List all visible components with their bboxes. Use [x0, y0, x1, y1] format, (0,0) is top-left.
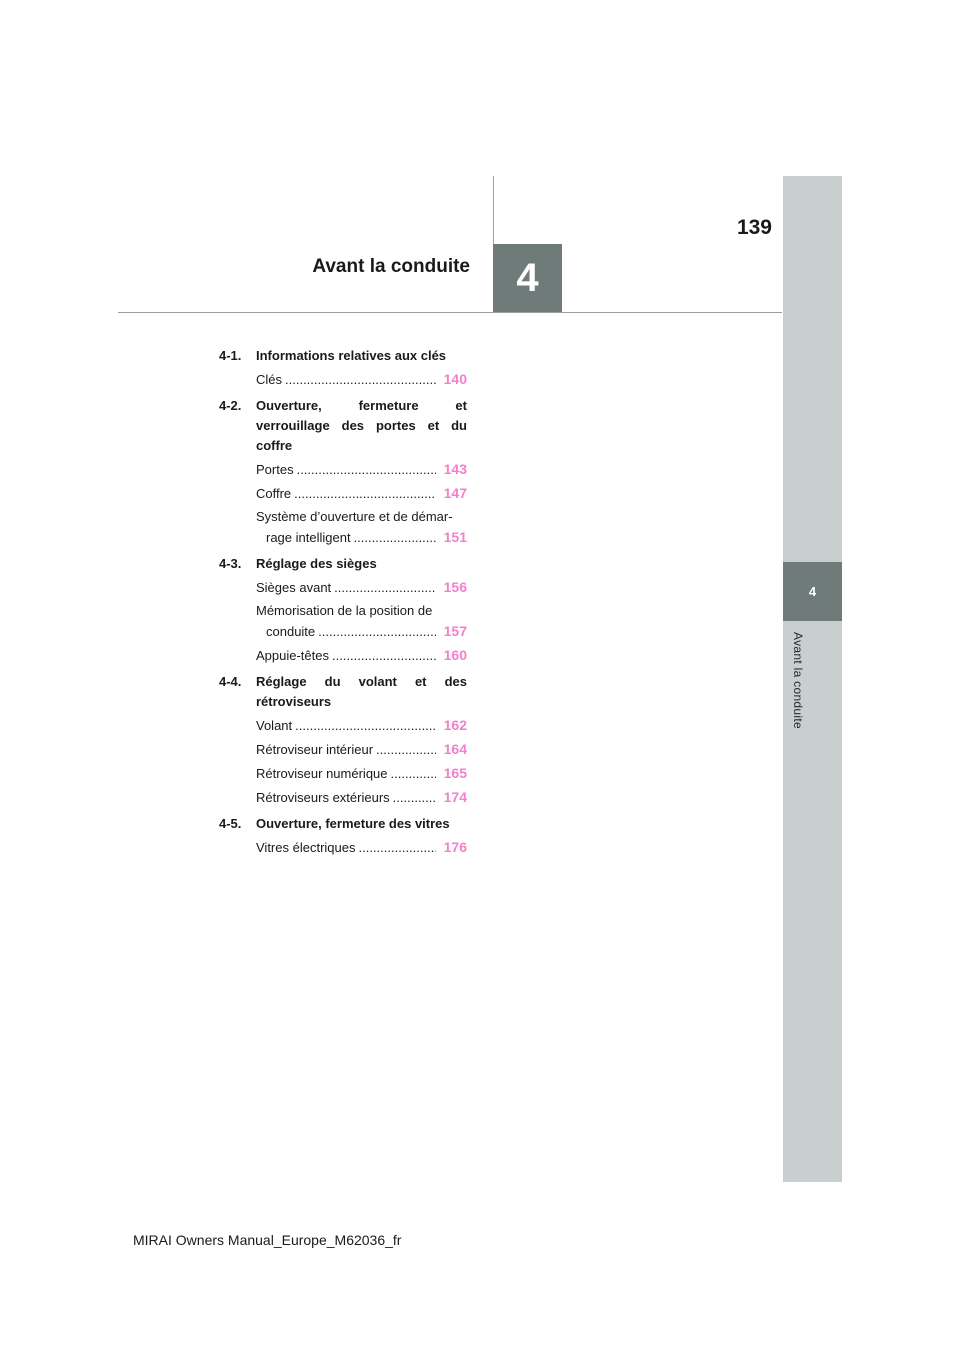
toc-page-ref[interactable]: 176: [443, 839, 467, 855]
toc-section: [219, 346, 467, 366]
toc-entry-label: rage intelligent: [266, 530, 351, 545]
toc-section-number: 4-2.: [219, 398, 242, 413]
dot-leader: [295, 716, 436, 736]
toc-section-number: 4-3.: [219, 556, 242, 571]
dot-leader: [334, 578, 436, 598]
dot-leader: [393, 788, 436, 808]
toc-section: [219, 396, 467, 456]
toc-entry[interactable]: [256, 483, 467, 504]
toc-page-ref[interactable]: 162: [443, 717, 467, 733]
toc-entry-label: Rétroviseur numérique: [256, 766, 388, 781]
chapter-number-box: 4: [493, 244, 562, 313]
toc-section-title: Informations relatives aux clés: [256, 348, 447, 363]
toc-page-ref[interactable]: 164: [443, 741, 467, 757]
toc-entry[interactable]: [256, 645, 467, 666]
toc-section-title: Réglage des sièges: [256, 556, 377, 571]
dot-leader: [285, 370, 436, 390]
toc-page-ref[interactable]: 143: [443, 461, 467, 477]
toc-entry[interactable]: [256, 577, 467, 598]
toc-page-ref[interactable]: 160: [443, 647, 467, 663]
dot-leader: [358, 838, 436, 858]
page-number: 139: [736, 216, 772, 239]
dot-leader: [376, 740, 436, 760]
side-chapter-label: Avant la conduite: [791, 632, 805, 729]
toc-entry[interactable]: [256, 459, 467, 480]
dot-leader: [294, 484, 436, 504]
toc-entry-label: conduite: [266, 624, 316, 639]
toc-entry[interactable]: [256, 837, 467, 858]
toc-section-number: 4-1.: [219, 348, 242, 363]
toc-entry-label: Rétroviseur intérieur: [256, 742, 374, 757]
toc-entry[interactable]: [256, 369, 467, 390]
toc-entry-label: Coffre: [256, 486, 292, 501]
toc-entry[interactable]: [256, 507, 467, 548]
toc-entry[interactable]: [256, 787, 467, 808]
side-chapter-tab[interactable]: 4: [783, 562, 842, 621]
toc-entry-label: Volant: [256, 718, 293, 733]
header-rule: [118, 312, 782, 313]
header-vertical-rule: [493, 176, 494, 244]
toc-entry-label: Rétroviseurs extérieurs: [256, 790, 390, 805]
toc-entry-label: Vitres électriques: [256, 840, 356, 855]
dot-leader: [318, 622, 436, 642]
toc-entry-line: Système d’ouverture et de démar-: [256, 509, 453, 524]
toc-entry[interactable]: [256, 715, 467, 736]
toc-entry[interactable]: [256, 763, 467, 784]
toc-page-ref[interactable]: 140: [443, 371, 467, 387]
toc-page-ref[interactable]: 165: [443, 765, 467, 781]
toc-entry-line: Mémorisation de la position de: [256, 603, 433, 618]
toc-entry-label: Appuie-têtes: [256, 648, 329, 663]
toc-section: [219, 554, 467, 574]
dot-leader: [297, 460, 436, 480]
toc-page-ref[interactable]: 157: [443, 623, 467, 639]
toc-entry-label: Sièges avant: [256, 580, 332, 595]
dot-leader: [391, 764, 436, 784]
toc-section-number: 4-5.: [219, 816, 242, 831]
toc-section-title: Réglage du volant et des rétroviseurs: [256, 674, 467, 709]
toc-section-number: 4-4.: [219, 674, 242, 689]
toc-section: [219, 672, 467, 712]
dot-leader: [332, 646, 436, 666]
toc-page-ref[interactable]: 156: [443, 579, 467, 595]
toc-section: [219, 814, 467, 834]
toc-entry-label: Portes: [256, 462, 294, 477]
toc-entry[interactable]: [256, 739, 467, 760]
toc-section-title: Ouverture, fermeture et verrouillage des portes et du coffre: [256, 398, 467, 453]
toc-page-ref[interactable]: 174: [443, 789, 467, 805]
footer-text: MIRAI Owners Manual_Europe_M62036_fr: [133, 1232, 402, 1248]
toc-entry[interactable]: [256, 601, 467, 642]
toc-page-ref[interactable]: 147: [443, 485, 467, 501]
toc-page-ref[interactable]: 151: [443, 529, 467, 545]
toc-section-title: Ouverture, fermeture des vitres: [256, 816, 450, 831]
chapter-title: Avant la conduite: [312, 256, 470, 277]
dot-leader: [354, 528, 436, 548]
table-of-contents: [219, 346, 467, 858]
toc-entry-label: Clés: [256, 372, 283, 387]
